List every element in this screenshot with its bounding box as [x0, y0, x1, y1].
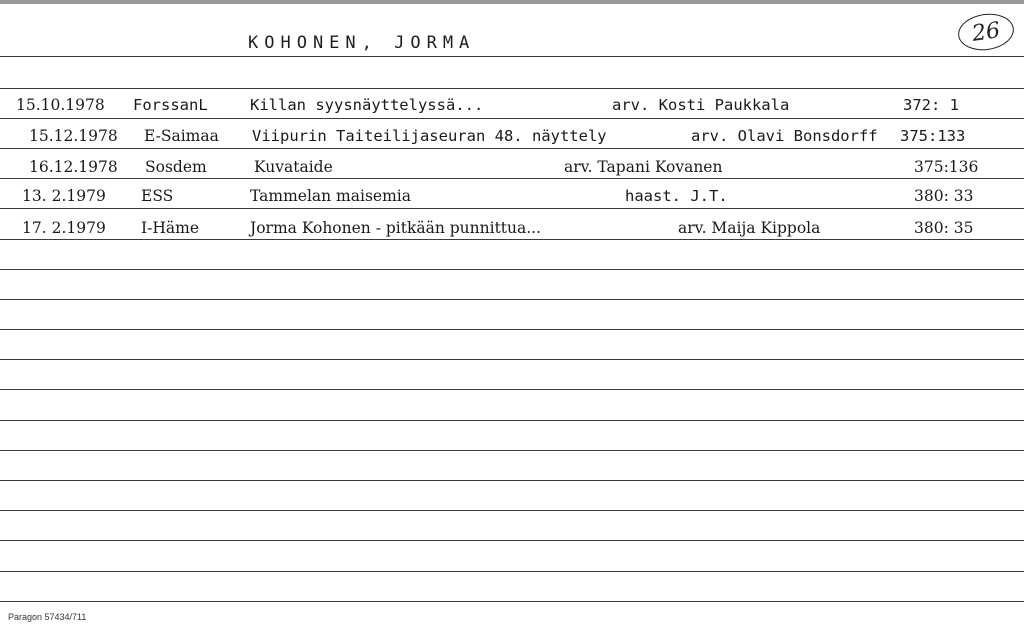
entry-row: [0, 96, 1024, 118]
rule-line: [0, 389, 1024, 390]
card-number-circle: [956, 10, 1016, 53]
entry-date: 17. 2.1979: [22, 219, 106, 237]
entry-reviewer: arv. Tapani Kovanen: [564, 158, 723, 176]
entry-row: [0, 219, 1024, 241]
entry-row: [0, 187, 1024, 209]
rule-line: [0, 540, 1024, 541]
entry-date: 16.12.1978: [29, 158, 118, 176]
entry-title: Tammelan maisemia: [250, 187, 411, 205]
entry-title: Viipurin Taiteilijaseuran 48. näyttely: [252, 127, 607, 145]
person-name-heading: KOHONEN, JORMA: [248, 33, 476, 53]
rule-line: [0, 510, 1024, 511]
entry-title: Jorma Kohonen - pitkään punnittua...: [250, 219, 542, 237]
entry-source: ESS: [141, 187, 174, 205]
entry-title: Kuvataide: [254, 158, 333, 176]
entry-source: I-Häme: [141, 219, 199, 237]
entry-source: E-Saimaa: [144, 127, 219, 145]
entry-ref: 380: 35: [914, 219, 974, 237]
entry-reviewer: haast. J.T.: [625, 187, 728, 205]
card-number: 26: [970, 17, 1002, 47]
rule-line: [0, 329, 1024, 330]
entry-date: 15.10.1978: [16, 96, 105, 114]
rule-line: [0, 56, 1024, 57]
rule-line: [0, 299, 1024, 300]
entry-reviewer: arv. Kosti Paukkala: [612, 96, 790, 114]
entry-date: 15.12.1978: [29, 127, 118, 145]
card-top-edge: [0, 0, 1024, 4]
rule-line: [0, 571, 1024, 572]
rule-line: [0, 359, 1024, 360]
entry-ref: 372: 1: [903, 96, 959, 114]
rule-line: [0, 88, 1024, 89]
entry-row: [0, 127, 1024, 149]
entry-reviewer: arv. Maija Kippola: [678, 219, 821, 237]
entry-row: [0, 158, 1024, 180]
rule-line: [0, 269, 1024, 270]
entry-date: 13. 2.1979: [22, 187, 106, 205]
entry-title: Killan syysnäyttelyssä...: [250, 96, 484, 114]
card-print-code: Paragon 57434/711: [8, 612, 87, 622]
entry-reviewer: arv. Olavi Bonsdorff: [691, 127, 878, 145]
entry-ref: 380: 33: [914, 187, 974, 205]
rule-line: [0, 480, 1024, 481]
entry-ref: 375:136: [914, 158, 979, 176]
rule-line: [0, 420, 1024, 421]
rule-line: [0, 118, 1024, 119]
entry-ref: 375:133: [900, 127, 966, 145]
rule-line: [0, 601, 1024, 602]
rule-line: [0, 450, 1024, 451]
entry-source: ForssanL: [133, 96, 208, 114]
entry-source: Sosdem: [145, 158, 207, 176]
